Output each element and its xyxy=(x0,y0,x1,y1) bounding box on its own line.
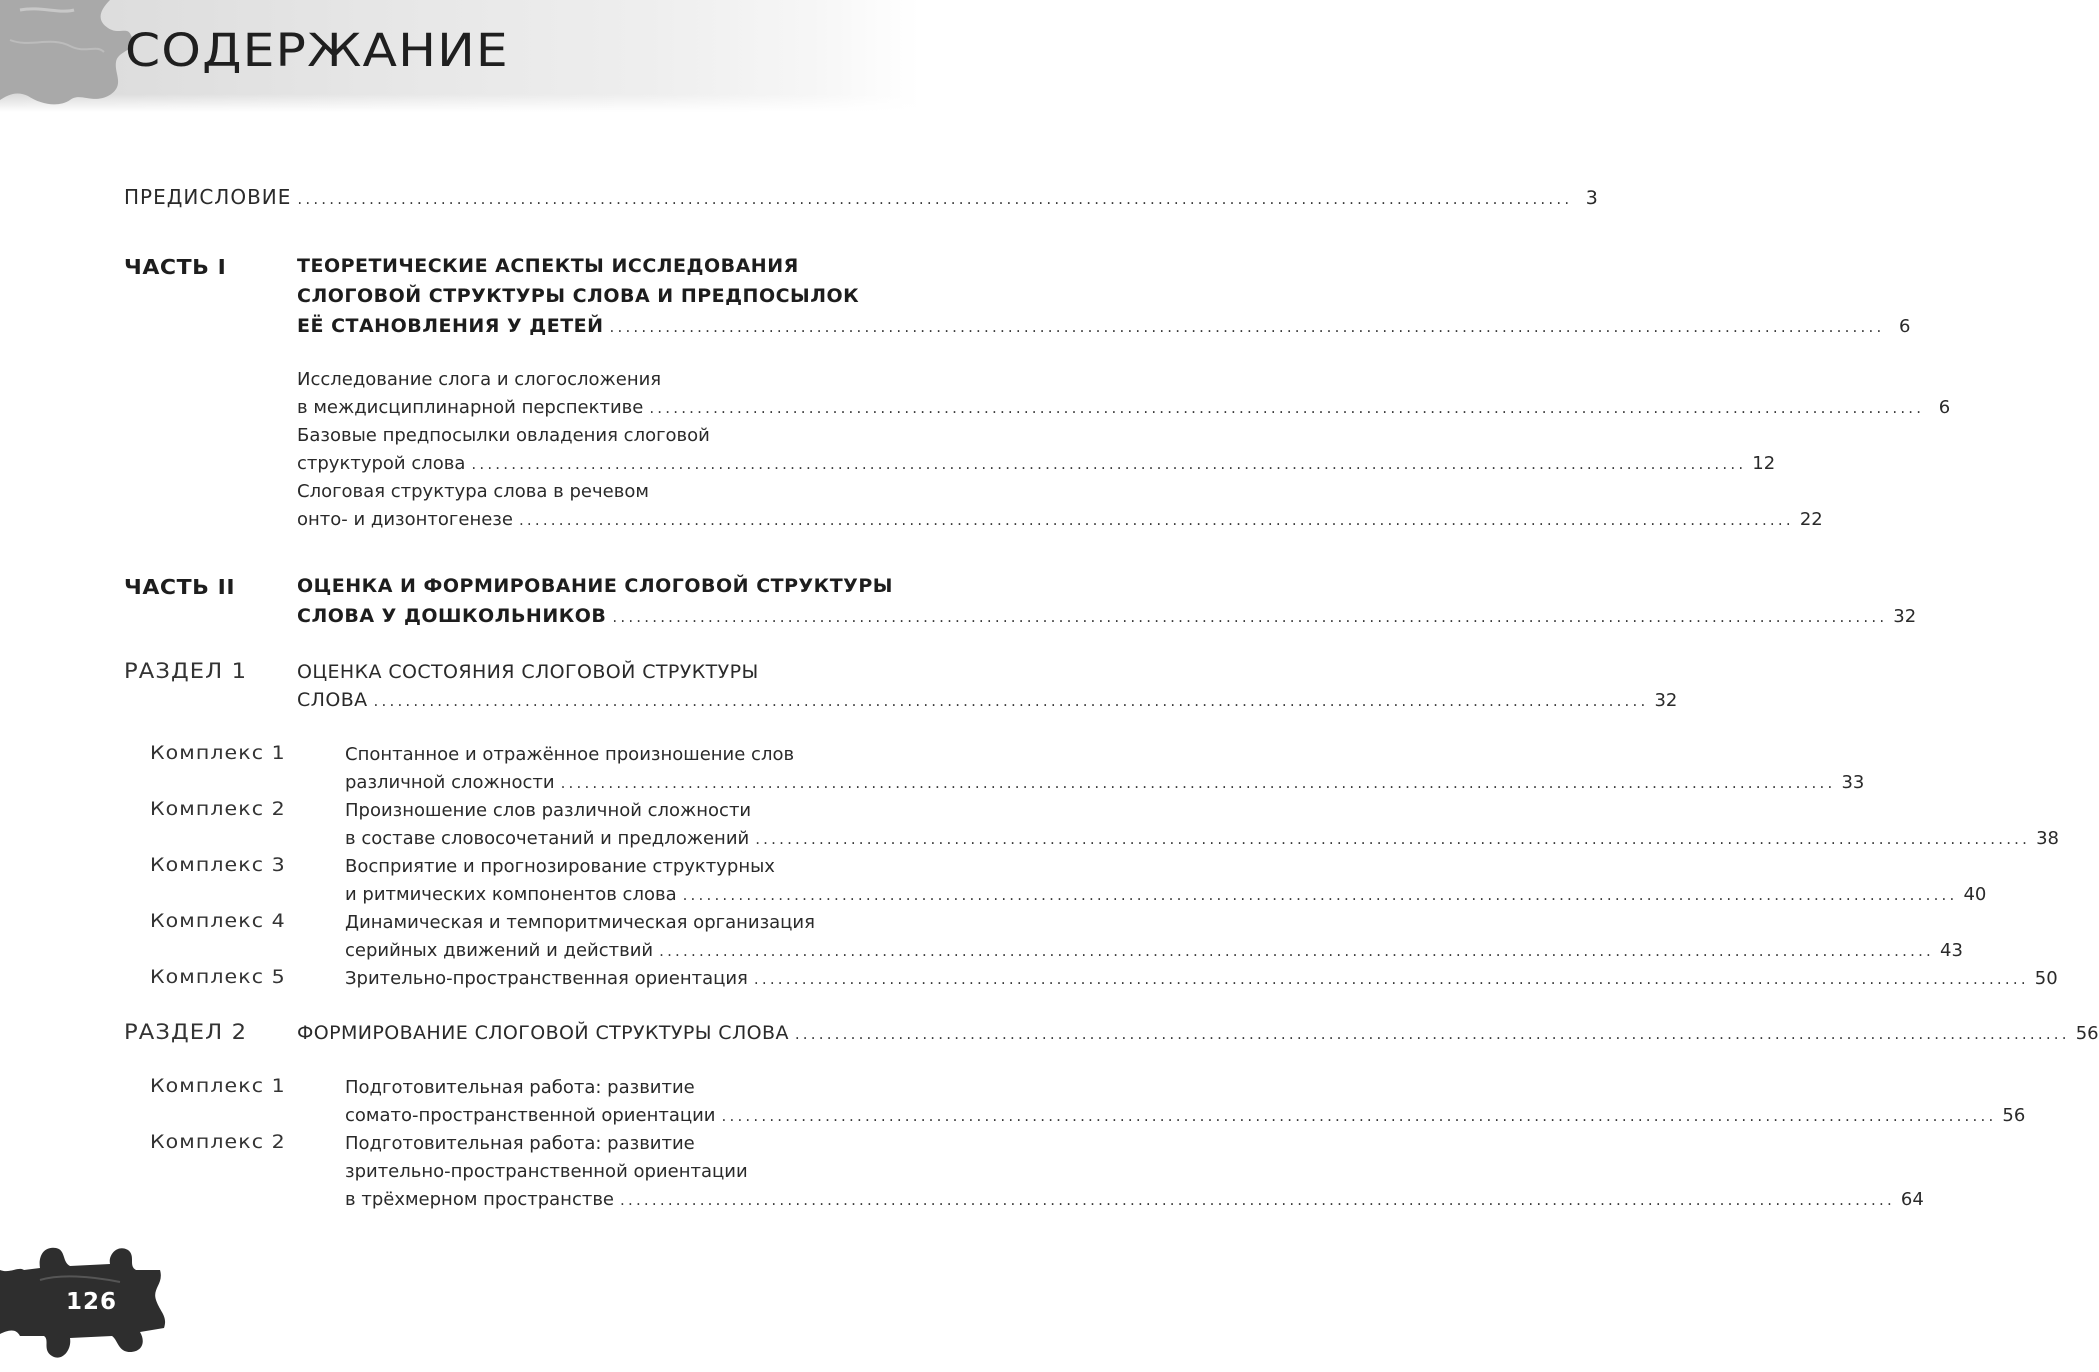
page-number-ref: 40 xyxy=(1963,884,1987,905)
dot-leader: ................................................................................................................................................................ xyxy=(373,692,1649,710)
dot-leader: ................................................................................................................................................................ xyxy=(560,774,1836,792)
page-number-ref: 56 xyxy=(2075,1023,2099,1044)
toc-entry-complex[interactable] xyxy=(345,965,2058,993)
dot-leader: ................................................................................................................................................................ xyxy=(471,455,1747,473)
page-number: 126 xyxy=(66,1289,118,1315)
subsection-title-line[interactable]: Слоговая структура слова в речевом xyxy=(297,481,649,502)
page-number-ref: 32 xyxy=(1654,690,1678,711)
part-title-line: ЕЁ СТАНОВЛЕНИЯ У ДЕТЕЙ xyxy=(297,315,604,337)
dot-leader: ................................................................................................................................................................ xyxy=(659,942,1934,960)
complex-title-line[interactable]: Восприятие и прогнозирование структурных xyxy=(345,856,775,877)
dot-leader: ................................................................................................................................................................ xyxy=(721,1107,1997,1125)
page-number-ref: 32 xyxy=(1893,606,1917,627)
section-title-line: ФОРМИРОВАНИЕ СЛОГОВОЙ СТРУКТУРЫ СЛОВА xyxy=(297,1022,789,1044)
complex-title-line: в составе словосочетаний и предложений xyxy=(345,828,750,849)
complex-label: Комплекс 3 xyxy=(150,854,286,876)
complex-title-line: различной сложности xyxy=(345,772,555,793)
dot-leader: ................................................................................................................................................................ xyxy=(682,886,1958,904)
page-number-ref: 3 xyxy=(1585,187,1599,209)
toc-entry-preface[interactable] xyxy=(124,183,1599,211)
subsection-title-line: онто- и дизонтогенезе xyxy=(297,509,513,530)
dot-leader: ................................................................................................................................................................ xyxy=(518,511,1794,529)
toc-entry-complex[interactable] xyxy=(345,881,1987,909)
complex-title-line: и ритмических компонентов слова xyxy=(345,884,677,905)
complex-title-line[interactable]: Спонтанное и отражённое произношение слов xyxy=(345,744,795,765)
complex-label: Комплекс 2 xyxy=(150,1131,286,1153)
complex-title-line[interactable]: Динамическая и темпоритмическая организация xyxy=(345,912,815,933)
complex-label: Комплекс 2 xyxy=(150,798,286,820)
page-number-ref: 6 xyxy=(1938,397,1951,418)
dot-leader: ................................................................................................................................................................ xyxy=(794,1025,2070,1043)
toc-entry-complex[interactable] xyxy=(345,1102,2026,1130)
complex-title-line: Зрительно-пространственная ориентация xyxy=(345,968,748,989)
toc-entry-part2[interactable] xyxy=(297,602,1917,630)
page-number-ref: 12 xyxy=(1752,453,1776,474)
toc-entry-complex[interactable] xyxy=(345,769,1865,797)
complex-title-line[interactable]: Подготовительная работа: развитие xyxy=(345,1077,695,1098)
complex-label: Комплекс 1 xyxy=(150,742,286,764)
section-title-line[interactable]: ОЦЕНКА СОСТОЯНИЯ СЛОГОВОЙ СТРУКТУРЫ xyxy=(297,661,759,683)
complex-title-line[interactable]: Подготовительная работа: развитие xyxy=(345,1133,695,1154)
complex-title-line: сомато-пространственной ориентации xyxy=(345,1105,716,1126)
part-title-line[interactable]: ОЦЕНКА И ФОРМИРОВАНИЕ СЛОГОВОЙ СТРУКТУРЫ xyxy=(297,575,893,597)
complex-title-line[interactable]: зрительно-пространственной ориентации xyxy=(345,1161,748,1182)
subsection-title-line: в междисциплинарной перспективе xyxy=(297,397,644,418)
part-label: ЧАСТЬ I xyxy=(124,255,227,279)
part-title-line[interactable]: ТЕОРЕТИЧЕСКИЕ АСПЕКТЫ ИССЛЕДОВАНИЯ xyxy=(297,255,799,277)
page-number-ref: 43 xyxy=(1940,940,1963,961)
part-label: ЧАСТЬ II xyxy=(124,575,236,599)
complex-title-line: серийных движений и действий xyxy=(345,940,654,961)
dot-leader: ................................................................................................................................................................ xyxy=(612,608,1888,626)
dot-leader: ................................................................................................................................................................ xyxy=(609,318,1885,336)
section-title-line: СЛОВА xyxy=(297,689,368,711)
toc-entry-complex[interactable] xyxy=(345,1186,1924,1214)
page-number-ref: 50 xyxy=(2034,968,2058,989)
page-number-ref: 38 xyxy=(2036,828,2060,849)
complex-label: Комплекс 5 xyxy=(150,966,286,988)
page-number-ref: 64 xyxy=(1900,1189,1924,1210)
subsection-title-line[interactable]: Исследование слога и слогосложения xyxy=(297,369,662,390)
toc-entry-subsection[interactable] xyxy=(297,450,1776,478)
part-title-line: СЛОВА У ДОШКОЛЬНИКОВ xyxy=(297,605,607,627)
toc-entry-complex[interactable] xyxy=(345,825,2060,853)
subsection-title-line: структурой слова xyxy=(297,453,466,474)
page-number-ref: 56 xyxy=(2002,1105,2026,1126)
dot-leader: ................................................................................................................................................................ xyxy=(755,830,2031,848)
complex-title-line[interactable]: Произношение слов различной сложности xyxy=(345,800,752,821)
page-number-ref: 6 xyxy=(1898,316,1911,337)
complex-label: Комплекс 1 xyxy=(150,1075,286,1097)
subsection-title-line[interactable]: Базовые предпосылки овладения слоговой xyxy=(297,425,710,446)
toc-entry-section1[interactable] xyxy=(297,686,1678,714)
part-title-line[interactable]: СЛОГОВОЙ СТРУКТУРЫ СЛОВА И ПРЕДПОСЫЛОК xyxy=(297,285,860,307)
dot-leader: ................................................................................................................................................................ xyxy=(753,970,2029,988)
page-number-ref: 22 xyxy=(1799,509,1823,530)
dot-leader: ................................................................................................................................................................ xyxy=(297,190,1573,208)
toc-entry-subsection[interactable] xyxy=(297,506,1823,534)
dot-leader: ................................................................................................................................................................ xyxy=(620,1191,1895,1209)
section-label: РАЗДЕЛ 1 xyxy=(124,659,248,683)
toc-entry-complex[interactable] xyxy=(345,937,1963,965)
toc-entry-section2[interactable] xyxy=(297,1019,2099,1047)
toc-entry-subsection[interactable] xyxy=(297,394,1951,422)
complex-title-line: в трёхмерном пространстве xyxy=(345,1189,615,1210)
page-number-ref: 33 xyxy=(1841,772,1865,793)
page-title: СОДЕРЖАНИЕ xyxy=(125,24,509,77)
toc-entry-part1[interactable] xyxy=(297,312,1911,340)
preface-title: ПРЕДИСЛОВИЕ xyxy=(124,185,292,209)
complex-label: Комплекс 4 xyxy=(150,910,286,932)
dot-leader: ................................................................................................................................................................ xyxy=(649,399,1925,417)
section-label: РАЗДЕЛ 2 xyxy=(124,1020,248,1044)
